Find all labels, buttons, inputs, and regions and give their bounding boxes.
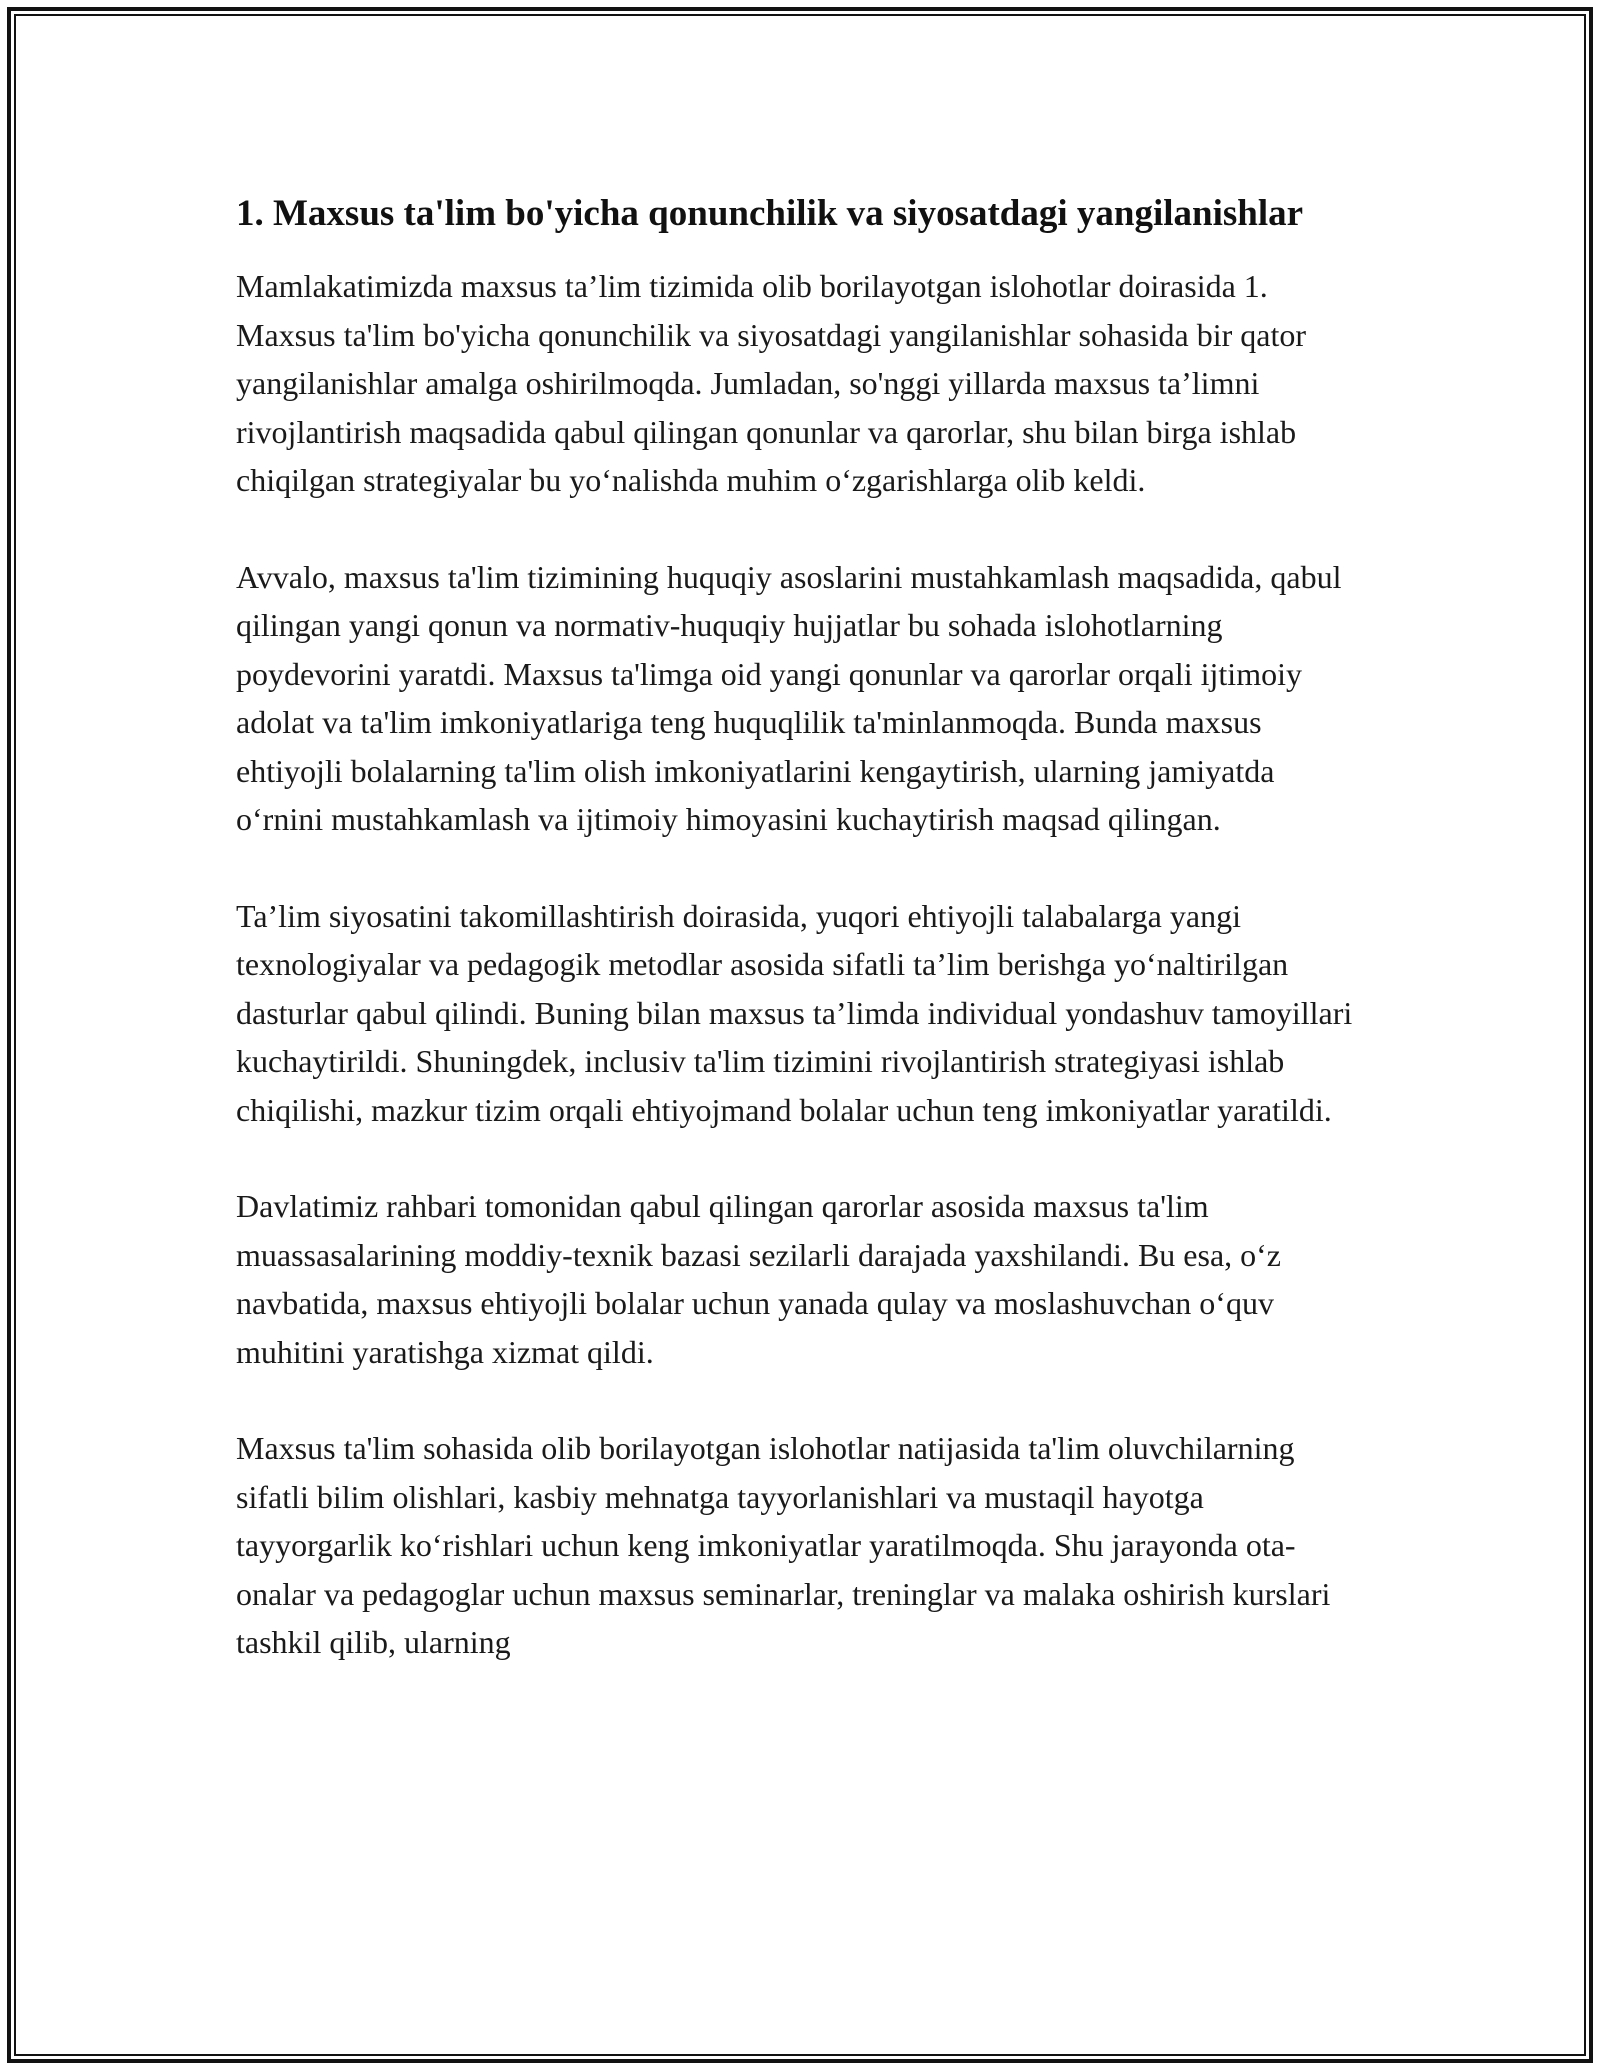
page-title: 1. Maxsus ta'lim bo'yicha qonunchilik va siyosatdagi yangilanishlar <box>236 193 1304 234</box>
document-body <box>236 186 1364 1715</box>
paragraph-1: Mamlakatimizda maxsus ta’lim tizimida olib borilayotgan islohotlar doirasida 1. Maxsus ta'lim bo'yicha qonunchilik va siyosatdagi yangilanishlar sohasida bir qator yangilanishlar amalga oshirilmoqda. Jumladan, so'nggi yillarda maxsus ta’limni rivojlantirish maqsadida qabul qilingan qonunlar va qarorlar, shu bilan birga ishlab chiqilgan strategiyalar bu yo‘nalishda muhim o‘zgarishlarga olib keldi. <box>236 268 1306 498</box>
paragraph-5: Maxsus ta'lim sohasida olib borilayotgan islohotlar natijasida ta'lim oluvchilarning sifatli bilim olishlari, kasbiy mehnatga tayyorlanishlari va mustaqil hayotga tayyorgarlik ko‘rishlari uchun keng imkoniyatlar yaratilmoqda. Shu jarayonda ota-onalar va pedagoglar uchun maxsus seminarlar, treninglar va malaka oshirish kurslari tashkil qilib, ularning <box>236 1430 1331 1660</box>
paragraph-2: Avvalo, maxsus ta'lim tizimining huquqiy asoslarini mustahkamlash maqsadida, qabul qilingan yangi qonun va normativ-huquqiy hujjatlar bu sohada islohotlarning poydevorini yaratdi. Maxsus ta'limga oid yangi qonunlar va qarorlar orqali ijtimoiy adolat va ta'lim imkoniyatlariga teng huquqlilik ta'minlanmoqda. Bunda maxsus ehtiyojli bolalarning ta'lim olish imkoniyatlarini kengaytirish, ularning jamiyatda o‘rnini mustahkamlash va ijtimoiy himoyasini kuchaytirish maqsad qilingan. <box>236 558 1342 837</box>
paragraph-3: Ta’lim siyosatini takomillashtirish doirasida, yuqori ehtiyojli talabalarga yangi texnologiyalar va pedagogik metodlar asosida sifatli ta’lim berishga yo‘naltirilgan dasturlar qabul qilindi. Buning bilan maxsus ta’limda individual yondashuv tamoyillari kuchaytirildi. Shuningdek, inclusiv ta'lim tizimini rivojlantirish strategiyasi ishlab chiqilishi, mazkur tizim orqali ehtiyojmand bolalar uchun teng imkoniyatlar yaratildi. <box>236 897 1353 1128</box>
paragraph-4: Davlatimiz rahbari tomonidan qabul qilingan qarorlar asosida maxsus ta'lim muassasalarining moddiy-texnik bazasi sezilarli darajada yaxshilandi. Bu esa, o‘z navbatida, maxsus ehtiyojli bolalar uchun yanada qulay va moslashuvchan o‘quv muhitini yaratishga xizmat qildi. <box>236 1188 1281 1370</box>
